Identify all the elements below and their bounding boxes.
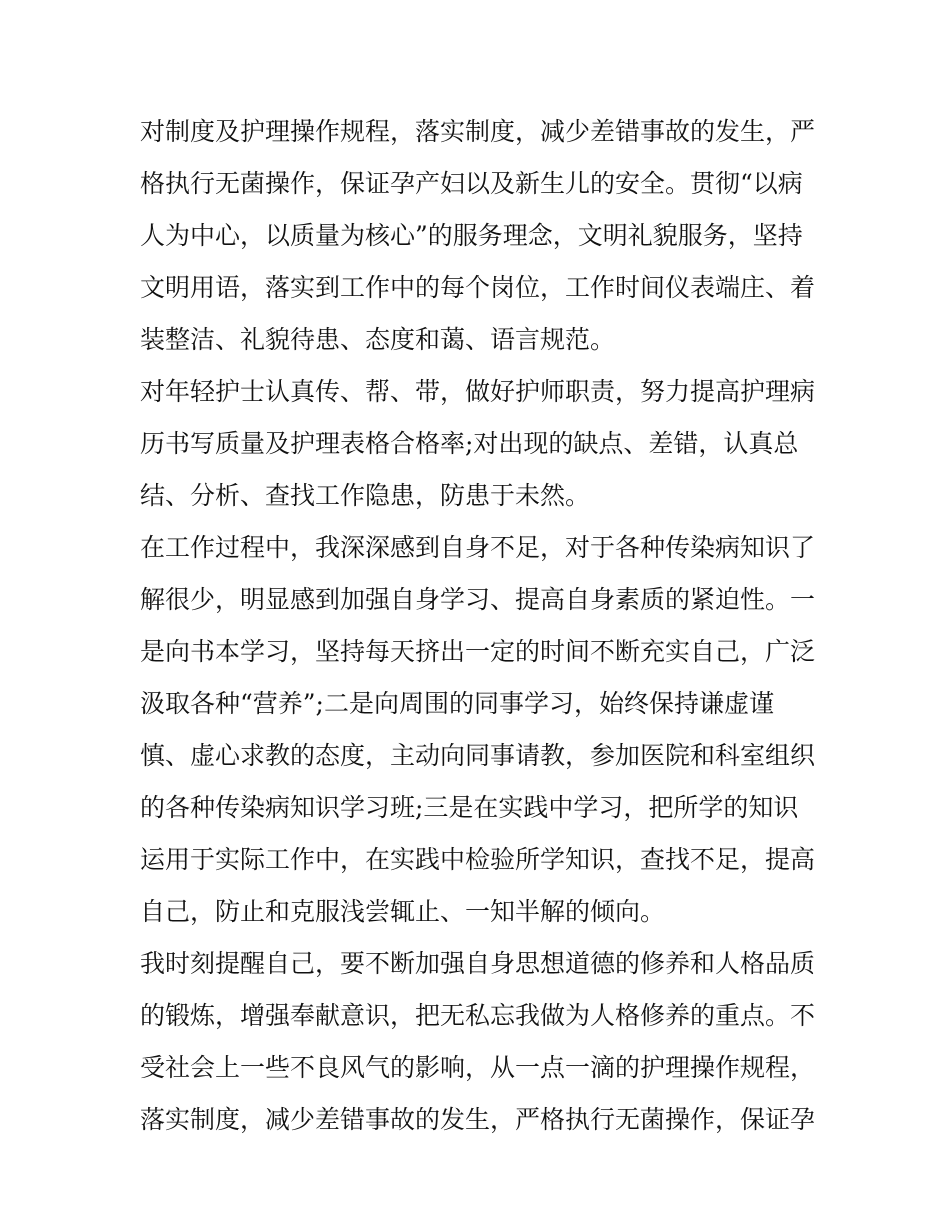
paragraph-4 bbox=[140, 938, 820, 1146]
text-line: 人为中心，以质量为核心”的服务理念，文明礼貌服务，坚持 bbox=[140, 221, 803, 250]
text-line: 解很少，明显感到加强自身学习、提高自身素质的紧迫性。一 bbox=[140, 585, 816, 614]
text-line: 落实制度，减少差错事故的发生，严格执行无菌操作，保证孕 bbox=[140, 1105, 816, 1134]
text-line: 的锻炼，增强奉献意识，把无私忘我做为人格修养的重点。不 bbox=[140, 1001, 816, 1030]
text-line: 慎、虚心求教的态度，主动向同事请教，参加医院和科室组织 bbox=[140, 741, 816, 770]
text-line: 格执行无菌操作，保证孕产妇以及新生儿的安全。贯彻“以病 bbox=[140, 169, 803, 198]
text-line: 对制度及护理操作规程，落实制度，减少差错事故的发生，严 bbox=[140, 117, 816, 146]
text-line: 是向书本学习，坚持每天挤出一定的时间不断充实自己，广泛 bbox=[140, 637, 816, 666]
paragraph-3 bbox=[140, 522, 820, 938]
document-body bbox=[140, 106, 820, 1146]
paragraph-1 bbox=[140, 106, 820, 366]
text-line: 汲取各种“营养”;二是向周围的同事学习，始终保持谦虚谨 bbox=[140, 689, 774, 718]
text-line: 文明用语，落实到工作中的每个岗位，工作时间仪表端庄、着 bbox=[140, 273, 816, 302]
text-line: 装整洁、礼貌待患、态度和蔼、语言规范。 bbox=[140, 325, 616, 354]
text-line: 历书写质量及护理表格合格率;对出现的缺点、差错，认真总 bbox=[140, 429, 799, 458]
text-line: 运用于实际工作中，在实践中检验所学知识，查找不足，提高 bbox=[140, 845, 816, 874]
text-line: 对年轻护士认真传、帮、带，做好护师职责，努力提高护理病 bbox=[140, 377, 816, 406]
text-line: 结、分析、查找工作隐患，防患于未然。 bbox=[140, 481, 591, 510]
text-line: 的各种传染病知识学习班;三是在实践中学习，把所学的知识 bbox=[140, 793, 799, 822]
text-line: 自己，防止和克服浅尝辄止、一知半解的倾向。 bbox=[140, 897, 666, 926]
text-line: 在工作过程中，我深深感到自身不足，对于各种传染病知识了 bbox=[140, 533, 816, 562]
text-line: 我时刻提醒自己，要不断加强自身思想道德的修养和人格品质 bbox=[140, 949, 816, 978]
paragraph-2 bbox=[140, 366, 820, 522]
text-line: 受社会上一些不良风气的影响，从一点一滴的护理操作规程， bbox=[140, 1053, 816, 1082]
